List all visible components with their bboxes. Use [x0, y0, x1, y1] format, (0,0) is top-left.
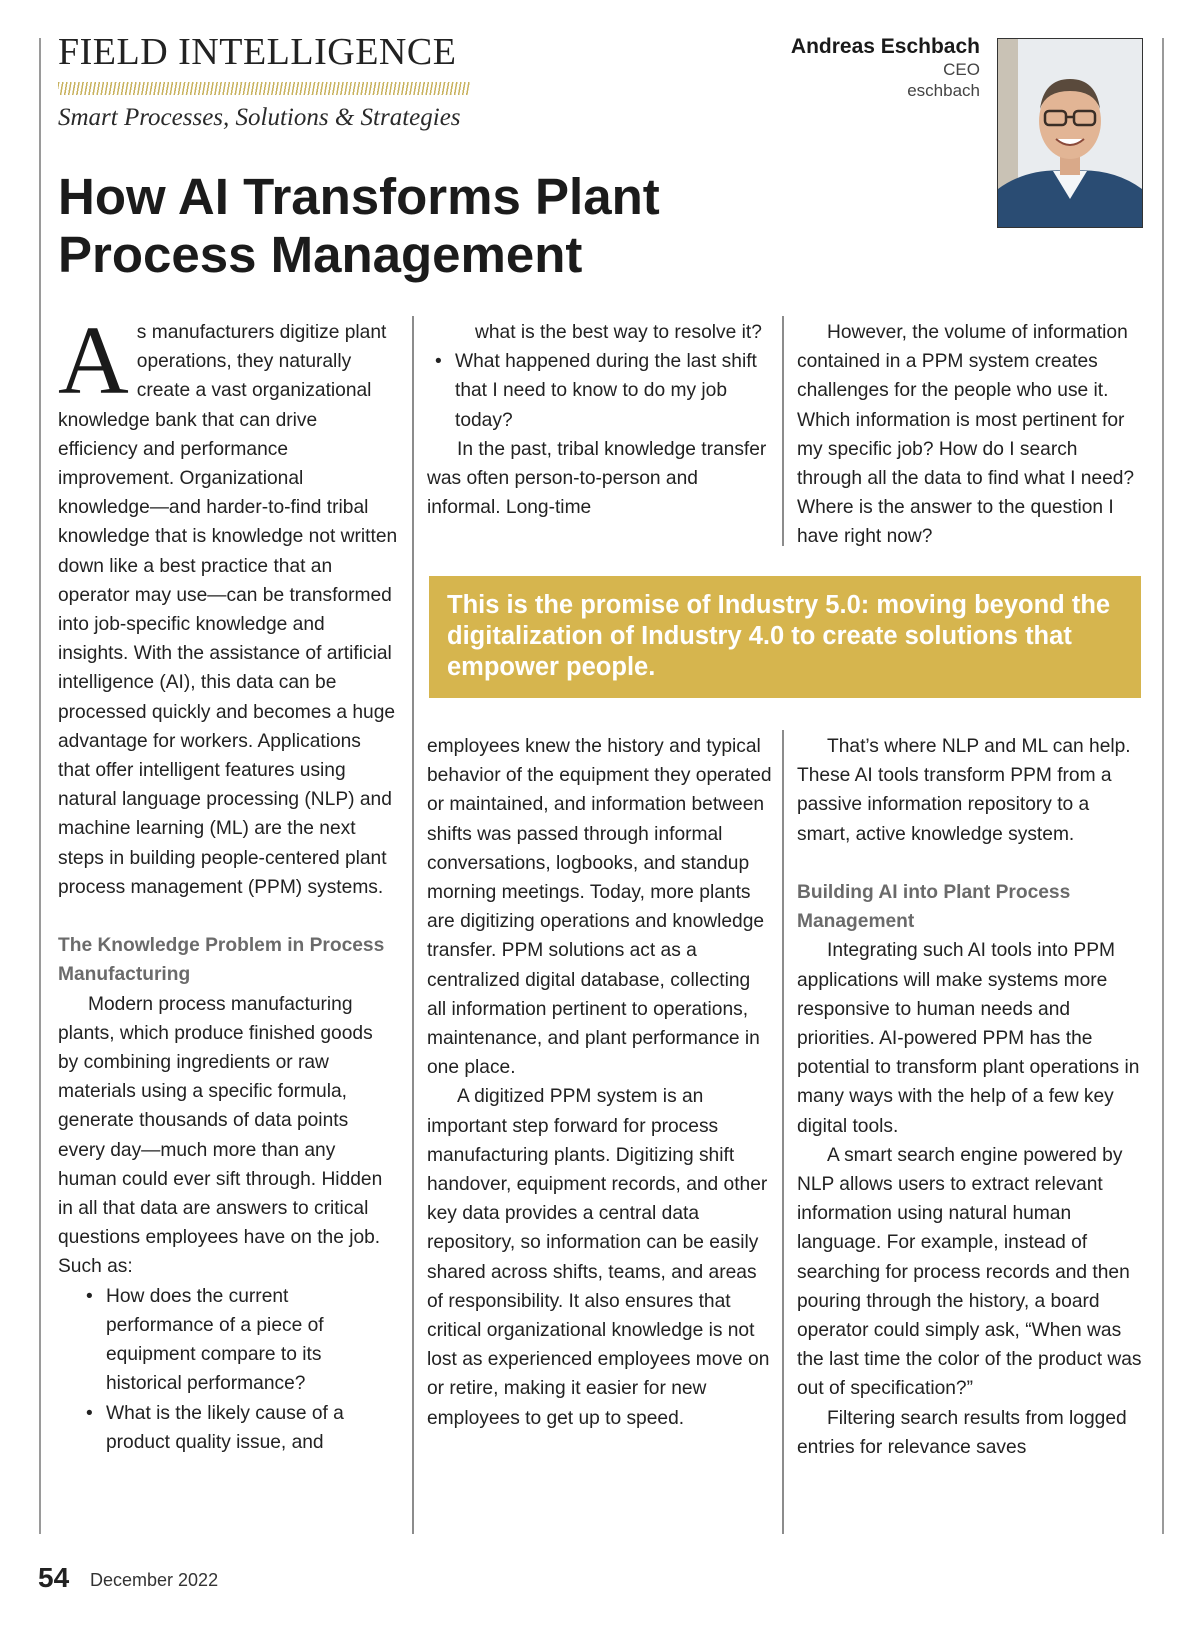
- subhead-knowledge-problem: The Knowledge Problem in Process Manufacturing: [58, 935, 385, 986]
- paragraph-smart-search: A smart search engine powered by NLP allows users to extract relevant information using natural human language. For example, instead of searching for process records and then pouring through the history, a board operator could simply ask, “When was the last time the color of the product was out of specification?”: [797, 1144, 1142, 1400]
- column-divider: [782, 316, 784, 546]
- right-margin-rule: [1162, 38, 1164, 1534]
- section-hatch-rule: [58, 82, 470, 95]
- question-list-continued: [407, 347, 773, 435]
- article-column-3-top: [797, 318, 1143, 552]
- list-continuation: what is the best way to resolve it?: [475, 322, 762, 343]
- paragraph-integrating-ai: Integrating such AI tools into PPM applications will make systems more responsive to human needs and priorities. AI-powered PPM has the potential to transform plant operations in many ways with the help of a few key digital tools.: [797, 940, 1140, 1137]
- issue-date: December 2022: [90, 1570, 219, 1590]
- drop-cap: A: [58, 307, 129, 415]
- list-item: • What happened during the last shift that I need to know to do my job today?: [407, 347, 773, 435]
- article-column-3-bottom: [797, 732, 1143, 1462]
- author-block: [791, 35, 980, 101]
- list-item: • How does the current performance of a piece of equipment compare to its historical performance?: [58, 1282, 398, 1399]
- subhead-building-ai: Building AI into Plant Process Management: [797, 882, 1071, 933]
- column-divider: [412, 316, 414, 1534]
- intro-paragraph: [58, 307, 398, 902]
- article-column-2-top: [427, 318, 773, 522]
- article-headline: How AI Transforms Plant Process Management: [58, 168, 660, 283]
- paragraph-knowledge-problem: Modern process manufacturing plants, which produce finished goods by combining ingredients or raw materials using a specific formula, generate thousands of data points every day—much more than any human could ever sift through. Hidden in all that data are answers to critical questions employees have on the job. Such as:: [58, 993, 383, 1278]
- article-column-2-bottom: [427, 732, 773, 1433]
- intro-text: s manufacturers digitize plant operations, they naturally create a vast organizational knowledge bank that can drive efficiency and performance improvement. Organizational knowledge—and harder-to-find tribal knowledge that is knowledge not written down like a best practice that an operator may use—can be transformed into job-specific knowledge and insights. With the assistance of artificial intelligence (AI), this data can be processed quickly and becomes a huge advantage for workers. Applications that offer intelligent features using natural language processing (NLP) and machine learning (ML) are the next steps in building people-centered plant process management (PPM) systems.: [58, 322, 398, 898]
- paragraph-employees-history: employees knew the history and typical behavior of the equipment they operated or maintained, and information between shifts was passed through informal conversations, logbooks, and standup morning meetings. Today, more plants are digitizing operations and knowledge transfer. PPM solutions act as a centralized digital database, collecting all information pertinent to operations, maintenance, and plant performance in one place.: [427, 736, 772, 1079]
- paragraph-digitized-ppm: A digitized PPM system is an important step forward for process manufacturing plants. Digitizing shift handover, equipment records, and other key data provides a central data repository, so information can be easily shared across shifts, teams, and areas of responsibility. It also ensures that critical organizational knowledge is not lost as experienced employees move on or retire, making it easier for new employees to get up to speed.: [427, 1086, 770, 1429]
- author-photo: [997, 38, 1143, 228]
- author-role: CEO: [943, 60, 980, 79]
- author-name: Andreas Eschbach: [790, 35, 980, 58]
- pull-quote-text: This is the promise of Industry 5.0: moving beyond the digitalization of Industry 4.0 to create solutions that empower people.: [447, 591, 1111, 681]
- section-title: FIELD INTELLIGENCE: [58, 31, 457, 73]
- list-item: • What is the likely cause of a product quality issue, and: [58, 1399, 398, 1457]
- author-company: eschbach: [907, 81, 980, 100]
- paragraph-tribal-knowledge: In the past, tribal knowledge transfer was often person-to-person and informal. Long-time: [427, 438, 767, 519]
- paragraph-information-volume: However, the volume of information contained in a PPM system creates challenges for the people who use it. Which information is most pertinent for my specific job? How do I search through all the data to find what I need? Where is the answer to the question I have right now?: [797, 322, 1135, 548]
- question-list: [58, 1282, 398, 1457]
- paragraph-nlp-ml: That’s where NLP and ML can help. These AI tools transform PPM from a passive information repository to a smart, active knowledge system.: [797, 736, 1131, 845]
- column-divider: [782, 730, 784, 1534]
- left-margin-rule: [39, 38, 41, 1534]
- section-tagline: Smart Processes, Solutions & Strategies: [58, 104, 461, 131]
- portrait-photo-icon: [998, 39, 1142, 227]
- article-column-1: [58, 307, 398, 1457]
- pull-quote-box: [429, 576, 1141, 698]
- page-number: 54: [38, 1562, 70, 1593]
- paragraph-filtering: Filtering search results from logged entries for relevance saves: [797, 1407, 1127, 1458]
